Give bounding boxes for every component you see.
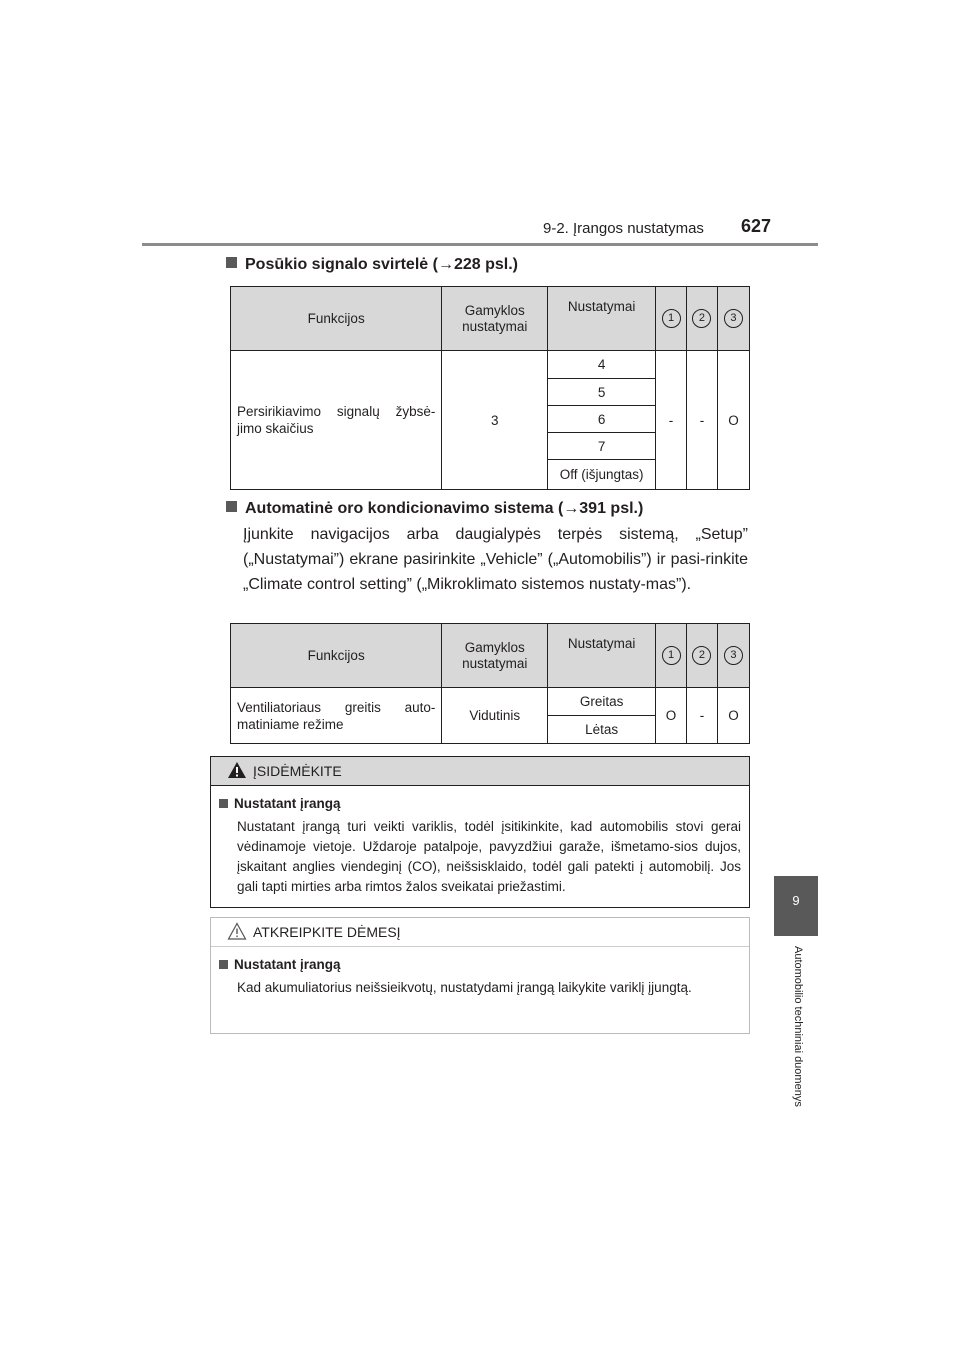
arrow-icon: → <box>563 500 580 517</box>
circled-number-2: 2 <box>692 646 711 665</box>
caution-triangle-icon <box>227 922 247 940</box>
notice-subheading-text: Nustatant įrangą <box>234 957 341 972</box>
factory-cell: Vidutinis <box>442 688 548 744</box>
notice-subheading <box>219 957 741 972</box>
option-cell: Greitas <box>548 688 656 716</box>
option-cell: 5 <box>548 379 656 406</box>
circled-number-1: 1 <box>662 646 681 665</box>
header-col3 <box>717 287 749 351</box>
warning-subheading <box>219 796 741 811</box>
mark-col2: - <box>687 688 718 744</box>
heading-ref: 391 psl.) <box>579 500 644 517</box>
circled-number-3: 3 <box>724 646 743 665</box>
warning-subheading-text: Nustatant įrangą <box>234 796 341 811</box>
turn-signal-table <box>230 286 750 490</box>
header-divider <box>142 243 818 246</box>
function-cell: Ventiliatoriaus greitis auto-matiniame režime <box>231 688 442 744</box>
mark-col2: - <box>687 351 718 490</box>
section-title: 9-2. Įrangos nustatymas <box>543 220 704 237</box>
option-cell: Lėtas <box>548 716 656 744</box>
notice-text: Kad akumuliatorius neišsieikvotų, nustatydami įrangą laikykite variklį įjungtą. <box>237 980 692 995</box>
option-cell: 6 <box>548 406 656 433</box>
notice-title: ATKREIPKITE DĖMESĮ <box>253 924 401 940</box>
page-number: 627 <box>741 216 772 236</box>
notice-box <box>210 917 750 1034</box>
header-settings: Nustatymai <box>548 287 656 351</box>
mark-col1: - <box>656 351 687 490</box>
heading-text: Posūkio signalo svirtelė ( <box>245 256 438 273</box>
warning-body <box>211 786 749 911</box>
mark-col3: O <box>717 688 749 744</box>
function-cell: Persirikiavimo signalų žybsė-jimo skaičius <box>231 351 442 490</box>
header-col2 <box>687 624 718 688</box>
mark-col3: O <box>717 351 749 490</box>
option-cell: 7 <box>548 433 656 460</box>
header-factory: Gamyklos nustatymai <box>442 624 548 688</box>
option-cell: 4 <box>548 351 656 379</box>
square-bullet-icon <box>226 501 237 512</box>
section-heading-turn-signal <box>226 256 518 274</box>
climate-table <box>230 623 750 744</box>
section-heading-climate <box>226 500 643 518</box>
square-bullet-icon <box>226 257 237 268</box>
warning-title-bar <box>211 757 749 786</box>
warning-text: Nustatant įrangą turi veikti variklis, todėl įsitikinkite, kad automobilis stovi gerai vėdinamoje vietoje. Uždaroje patalpoje, pavyzdžiui garaže, išmetamo-sios dujos, įskaitant anglies viendeginį (CO), neišsisklaido, todėl gali patekti į automobilį. Jos gali tapti mirties arba rimtos žalos sveikatai priežastimi. <box>237 819 741 894</box>
header-col1 <box>656 624 687 688</box>
circled-number-2: 2 <box>692 309 711 328</box>
square-bullet-icon <box>219 799 228 808</box>
header-factory: Gamyklos nustatymai <box>442 287 548 351</box>
header-col2 <box>687 287 718 351</box>
notice-body <box>211 947 749 1012</box>
notice-title-bar <box>211 918 749 947</box>
header-functions: Funkcijos <box>231 624 442 688</box>
header-col3 <box>717 624 749 688</box>
heading-text: Automatinė oro kondicionavimo sistema ( <box>245 500 564 517</box>
warning-triangle-icon <box>227 761 247 779</box>
header-settings: Nustatymai <box>548 624 656 688</box>
instruction-paragraph: Įjunkite navigacijos arba daugialypės terpės sistemą, „Setup” („Nustatymai”) ekrane pasirinkite „Vehicle” („Automobilis”) ir pasi-rinkite „Climate control setting” („Mikroklimato sistemos nustaty-mas”). <box>243 526 748 593</box>
option-cell: Off (išjungtas) <box>548 460 656 490</box>
warning-title: ĮSIDĖMĖKITE <box>253 763 342 779</box>
chapter-label: Automobilio techniniai duomenys <box>792 946 804 1107</box>
chapter-tab: 9 <box>774 876 818 936</box>
heading-ref: 228 psl.) <box>453 256 518 273</box>
circled-number-3: 3 <box>724 309 743 328</box>
mark-col1: O <box>656 688 687 744</box>
header-functions: Funkcijos <box>231 287 442 351</box>
arrow-icon: → <box>437 256 454 273</box>
factory-cell: 3 <box>442 351 548 490</box>
header-col1 <box>656 287 687 351</box>
warning-box <box>210 756 750 908</box>
square-bullet-icon <box>219 960 228 969</box>
circled-number-1: 1 <box>662 309 681 328</box>
